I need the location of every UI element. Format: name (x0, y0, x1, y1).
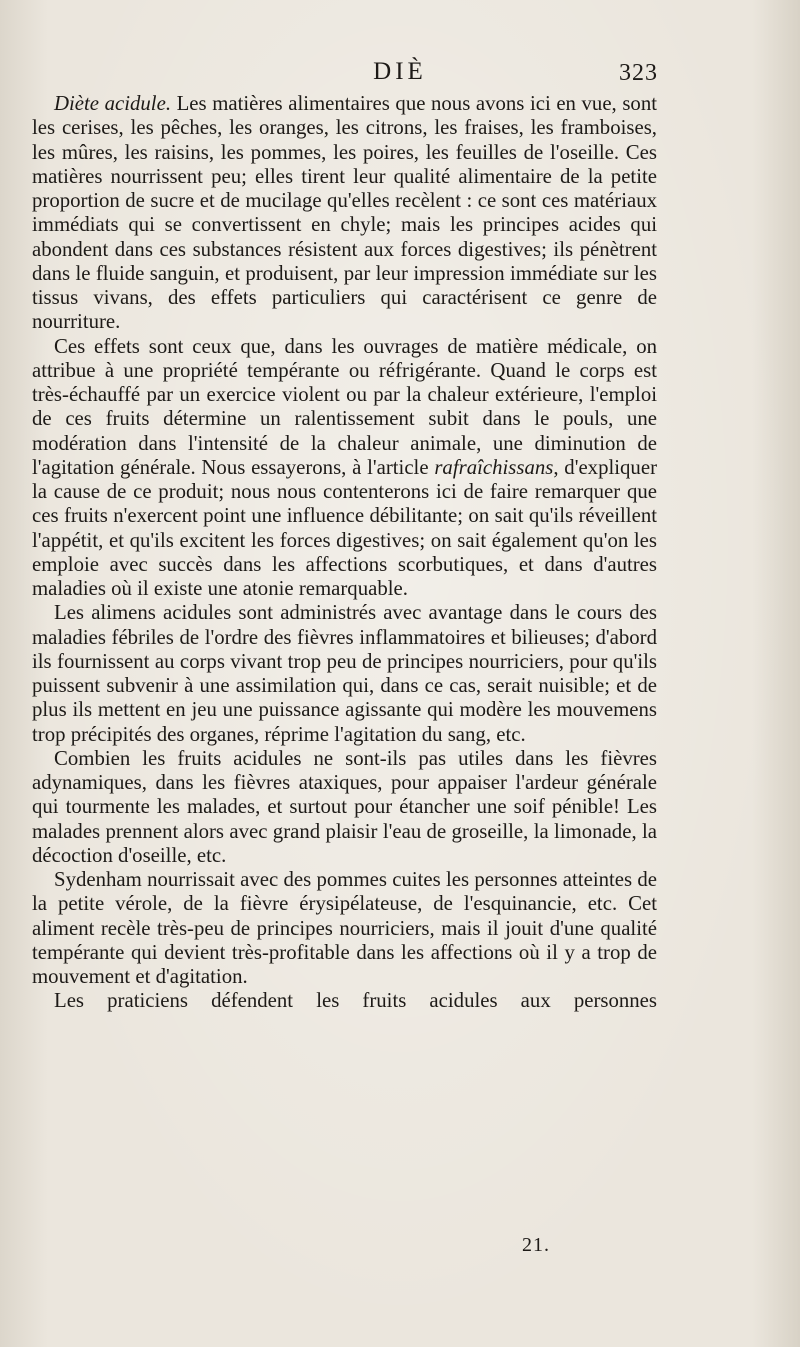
paragraph-alimens-acidules: Les alimens acidules sont administrés avec avantage dans le cours des maladies fébriles de l'ordre des fièvres inflammatoires et bilieuses; d'abord ils fournissent au corps vivant trop peu de principes nourriciers, pour qu'ils puissent subvenir à une assimilation qui, dans ce cas, serait nuisible; et de plus ils mettent en jeu une puissance agissante qui modère les mouvemens trop précipités des organes, réprime l'agitation du sang, etc. (32, 601, 657, 746)
paragraph-fievres: Combien les fruits acidules ne sont-ils pas utiles dans les fièvres adynamiques, dans les fièvres ataxiques, pour appaiser l'ardeur générale qui tourmente les malades, et surtout pour étancher une soif pénible! Les malades prennent alors avec grand plaisir l'eau de groseille, la limonade, la décoction d'oseille, etc. (32, 746, 657, 867)
main-text (32, 92, 657, 1014)
page-header-title: DIÈ (373, 58, 427, 85)
signature-mark: 21. (522, 1234, 550, 1256)
running-head (0, 58, 800, 94)
paragraph-text: Les matières alimentaires que nous avons ici en vue, sont les cerises, les pêches, les oranges, les citrons, les fraises, les framboises, les mûres, les raisins, les pommes, les poires, les feuilles de l'oseille. Ces matières nourrissent peu; elles tirent leur qualité alimentaire de la petite proportion de sucre et de mucilage qu'elles recèlent : ce sont ces matériaux immédiats qui se convertissent en chyle; mais les principes acides qui abondent dans ces substances résistent aux forces digestives; ils pénètrent dans le fluide sanguin, et produisent, par leur impression immédiate sur les tissus vivans, des effets particuliers qui caractérisent ce genre de nourriture. (32, 92, 657, 334)
paragraph-sydenham: Sydenham nourrissait avec des pommes cuites les personnes atteintes de la petite vérole, de la fièvre érysipélateuse, de l'esquinancie, etc. Cet aliment recèle très-peu de principes nourriciers, mais il jouit d'une qualité tempérante qui devient très-profitable dans les affections où il y a trop de mouvement et d'agitation. (32, 868, 657, 988)
page-number: 323 (619, 60, 658, 86)
cross-reference: rafraîchissans (434, 455, 554, 479)
paragraph-praticiens: Les praticiens défendent les fruits acidules aux personnes (54, 989, 657, 1013)
paragraph-diete-acidule (32, 92, 657, 335)
paragraph-effets (32, 335, 657, 602)
entry-heading: Diète acidule. (54, 92, 172, 115)
paragraph-text: Ces effets sont ceux que, dans les ouvrages de matière médicale, on attribue à une propriété tempérante ou réfrigérante. Quand le corps est très-échauffé par un exercice violent ou par la chaleur extérieure, l'emploi de ces fruits détermine un ralentissement subit dans le pouls, une modération dans l'intensité de la chaleur animale, une diminution de l'agitation générale. Nous essayerons, à l'article (32, 334, 657, 479)
paragraph-text: , d'expliquer la cause de ce produit; nous nous contenterons ici de faire remarquer que ces fruits n'exercent point une influence débilitante; on sait qu'ils réveillent l'appétit, et qu'ils excitent les forces digestives; on sait également qu'on les emploie avec succès dans les affections scorbutiques, et dans d'autres maladies où il existe une atonie remarquable. (32, 455, 657, 600)
